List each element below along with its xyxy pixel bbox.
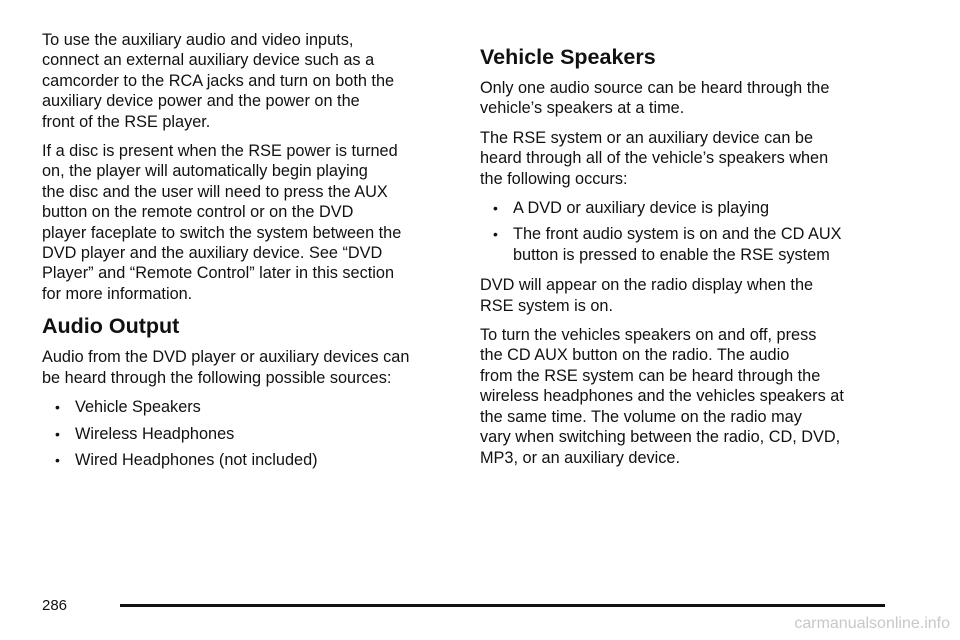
text-line: To use the auxiliary audio and video inputs,: [42, 31, 354, 49]
list-item-text: The front audio system is on and the CD AUX: [513, 225, 842, 244]
footer-rule: [120, 604, 885, 607]
list-item: [42, 450, 452, 470]
text-line: be heard through the following possible sources:: [42, 368, 392, 387]
bullet-icon: •: [493, 200, 498, 217]
text-line: wireless headphones and the vehicles speakers at: [480, 387, 844, 406]
text-line: for more information.: [42, 284, 193, 303]
list-item: [480, 198, 900, 218]
vehicle-speakers-heading: Vehicle Speakers: [480, 45, 656, 69]
left-column: [42, 30, 452, 480]
text-line: from the RSE system can be heard through the: [480, 366, 821, 385]
text-line: DVD player and the auxiliary device. See “DVD: [42, 244, 383, 263]
text-line: vehicle’s speakers at a time.: [480, 99, 685, 118]
list-item-text: Vehicle Speakers: [75, 398, 201, 417]
audio-output-paragraph: [42, 347, 452, 388]
text-line: the same time. The volume on the radio may: [480, 407, 802, 426]
text-line: player faceplate to switch the system between the: [42, 223, 402, 242]
text-line: vary when switching between the radio, CD, DVD,: [480, 428, 841, 447]
one-source-paragraph: [480, 78, 900, 119]
bullet-icon: •: [493, 226, 498, 243]
text-line: camcorder to the RCA jacks and turn on both the: [42, 71, 395, 90]
bullet-icon: •: [55, 399, 60, 416]
bullet-icon: •: [55, 425, 60, 442]
audio-sources-list: [42, 397, 452, 470]
text-line: DVD will appear on the radio display when the: [480, 276, 814, 295]
dvd-display-paragraph: [480, 275, 900, 316]
text-line: front of the RSE player.: [42, 112, 211, 131]
speakers-toggle-paragraph: [480, 325, 900, 468]
text-line: on, the player will automatically begin playing: [42, 162, 368, 181]
list-item-text: button is pressed to enable the RSE system: [513, 245, 830, 264]
audio-output-heading: Audio Output: [42, 314, 180, 339]
text-line: The RSE system or an auxiliary device can be: [480, 128, 814, 147]
rse-speakers-paragraph: [480, 128, 900, 189]
text-line: To turn the vehicles speakers on and off, press: [480, 326, 817, 345]
list-item-text: Wireless Headphones: [75, 424, 235, 443]
text-line: RSE system is on.: [480, 296, 614, 315]
list-item: [42, 397, 452, 417]
aux-inputs-paragraph: [42, 30, 452, 132]
text-line: connect an external auxiliary device such as a: [42, 51, 375, 70]
text-line: button on the remote control or on the DVD: [42, 203, 354, 222]
conditions-list: [480, 198, 900, 265]
list-item: [42, 424, 452, 444]
text-line: If a disc is present when the RSE power is turned: [42, 142, 398, 161]
text-line: Audio from the DVD player or auxiliary devices can: [42, 348, 410, 367]
text-line: heard through all of the vehicle’s speakers when: [480, 149, 829, 168]
text-line: Only one audio source can be heard through the: [480, 79, 830, 97]
disc-present-paragraph: [42, 141, 452, 304]
page-number: 286: [42, 597, 68, 614]
watermark: carmanualsonline.info: [794, 615, 950, 632]
bullet-icon: •: [55, 451, 60, 468]
text-line: MP3, or an auxiliary device.: [480, 448, 680, 467]
text-line: Player” and “Remote Control” later in this section: [42, 264, 395, 283]
text-line: the CD AUX button on the radio. The audio: [480, 346, 790, 365]
text-line: the following occurs:: [480, 169, 628, 188]
right-column: [480, 30, 900, 477]
list-item-text: Wired Headphones (not included): [75, 450, 318, 469]
text-line: auxiliary device power and the power on the: [42, 92, 360, 111]
list-item-text: A DVD or auxiliary device is playing: [513, 199, 770, 218]
list-item: [480, 224, 900, 265]
text-line: the disc and the user will need to press the AUX: [42, 182, 388, 201]
